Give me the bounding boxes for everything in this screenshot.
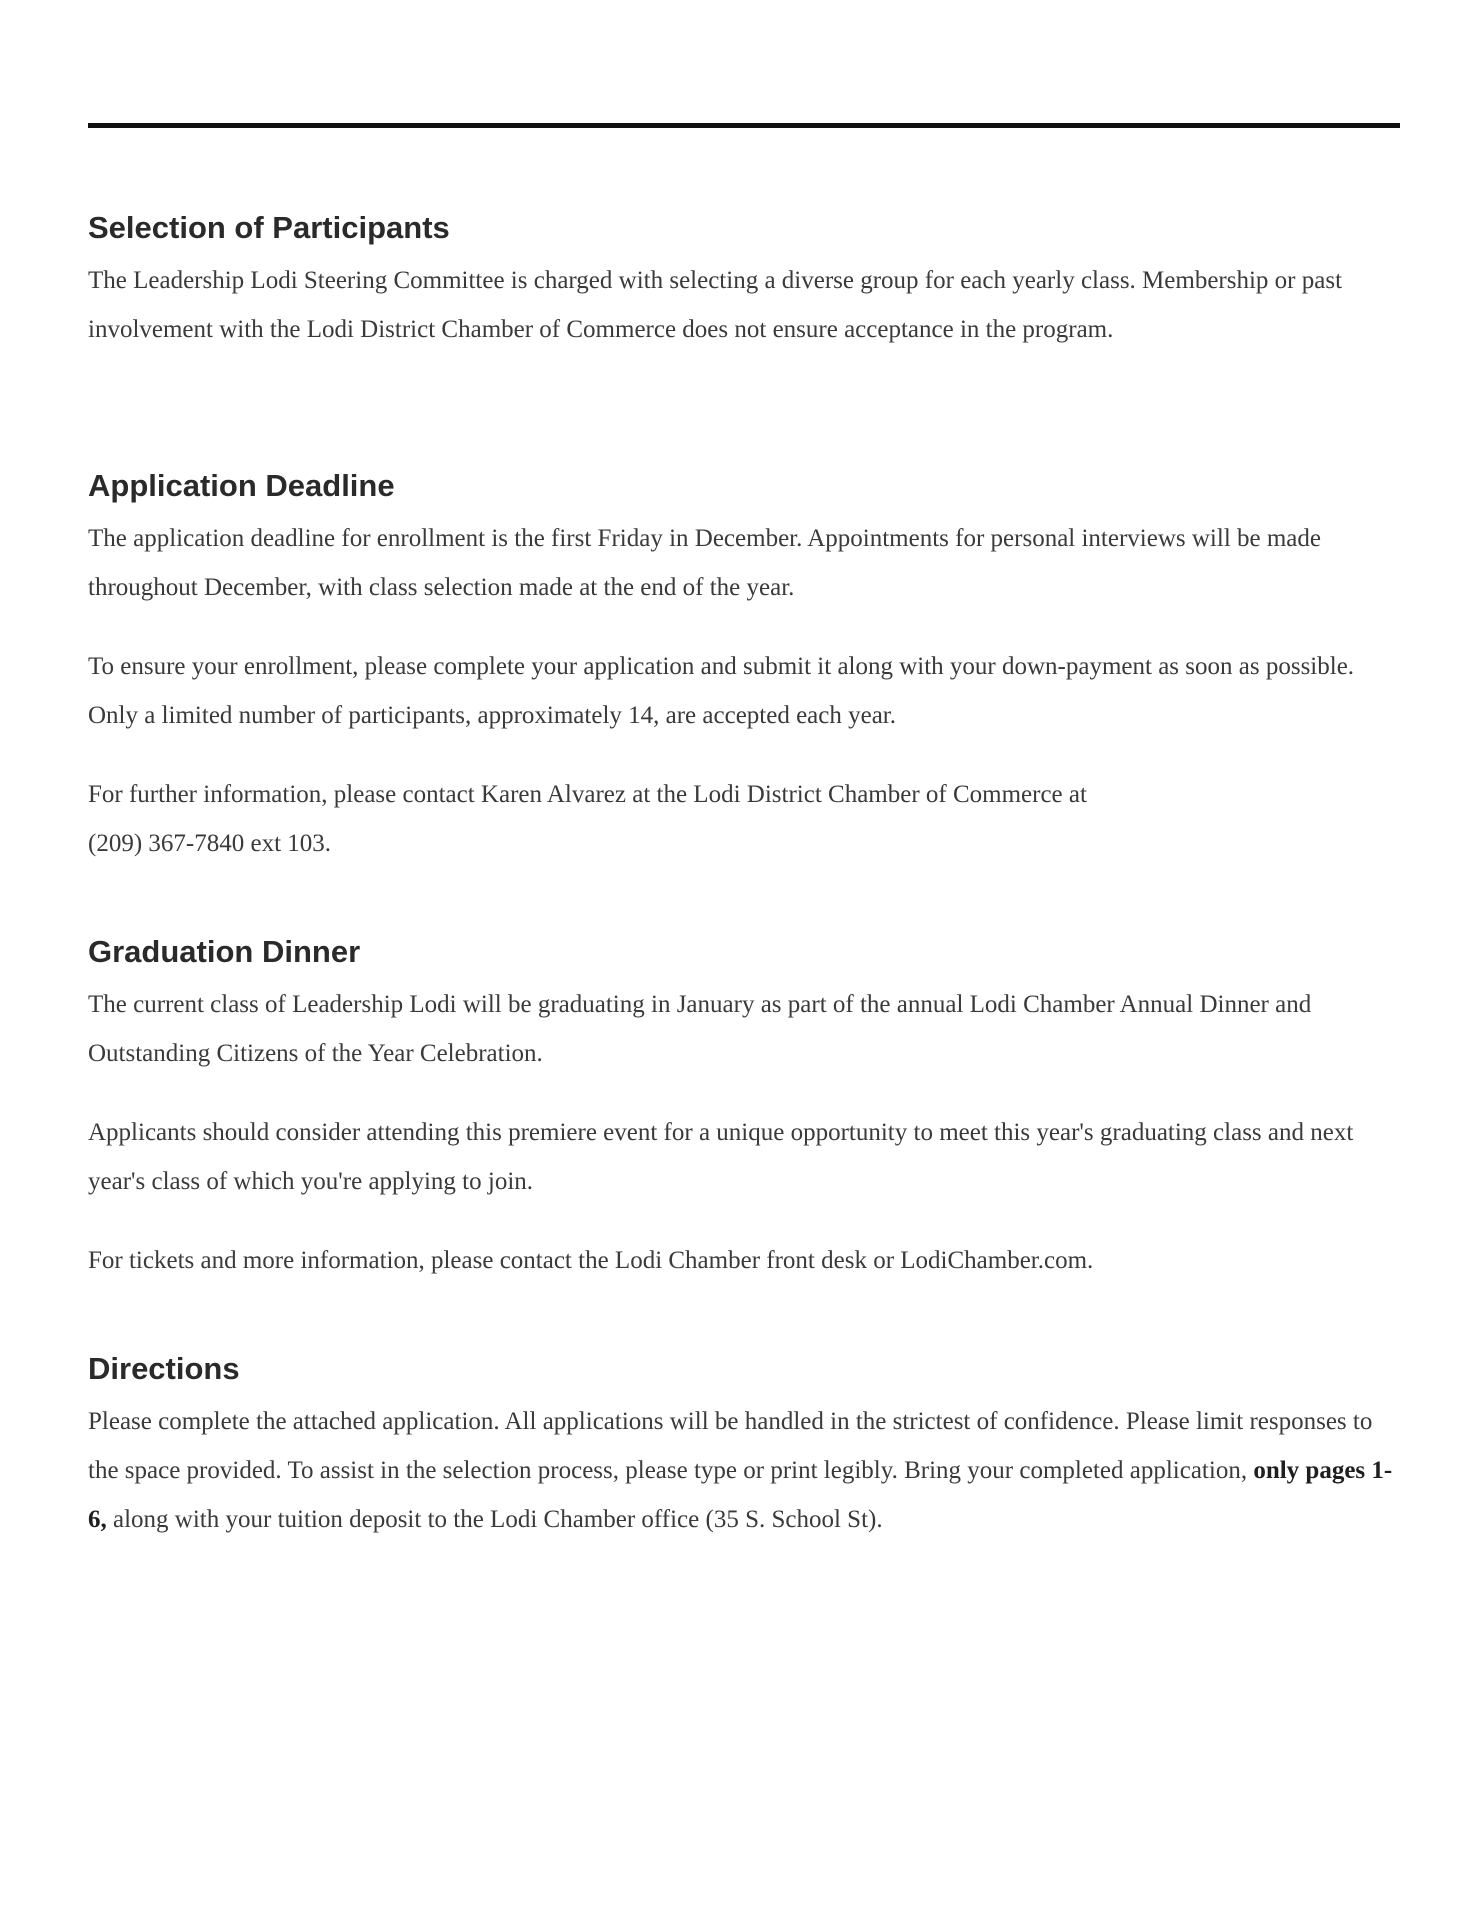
paragraph: Applicants should consider attending this premiere event for a unique opportunity to meet this year's graduating class and next year's class of which you're applying to join. (88, 1119, 1354, 1195)
top-divider-rule (88, 123, 1400, 128)
section-heading: Selection of Participants (88, 210, 450, 245)
paragraph: The current class of Leadership Lodi will be graduating in January as part of the annual Lodi Chamber Annual Dinner and Outstanding Citizens of the Year Celebration. (88, 991, 1312, 1067)
section-heading: Graduation Dinner (88, 934, 361, 969)
section-heading: Directions (88, 1351, 240, 1386)
section-application-deadline (88, 466, 1408, 868)
directions-emphasis: only pages 1-6, (88, 1457, 1393, 1533)
paragraph-directions (88, 1397, 1408, 1544)
paragraph: The Leadership Lodi Steering Committee is charged with selecting a diverse group for each yearly class. Membership or past involvement with the Lodi District Chamber of Commerce does not ensure acceptance in the program. (88, 267, 1343, 343)
paragraph: For tickets and more information, please contact the Lodi Chamber front desk or LodiChamber.com. (88, 1247, 1094, 1274)
section-graduation-dinner (88, 932, 1408, 1285)
contact-phone: (209) 367-7840 ext 103. (88, 830, 332, 857)
section-heading: Application Deadline (88, 468, 395, 503)
section-directions (88, 1349, 1408, 1544)
directions-text-end: along with your tuition deposit to the Lodi Chamber office (35 S. School St). (106, 1506, 883, 1533)
paragraph-contact (88, 770, 1408, 868)
paragraph: To ensure your enrollment, please complete your application and submit it along with your down-payment as soon as possible. Only a limited number of participants, approximately 14, are accepted each year. (88, 653, 1355, 729)
contact-text: For further information, please contact Karen Alvarez at the Lodi District Chamber of Commerce at (88, 781, 1087, 808)
section-selection-of-participants (88, 208, 1408, 354)
directions-text: Please complete the attached application. All applications will be handled in the strictest of confidence. Please limit responses to the space provided. To assist in the selection process, please type or print legibly. Bring your completed application, (88, 1408, 1373, 1484)
paragraph: The application deadline for enrollment is the first Friday in December. Appointments for personal interviews will be made throughout December, with class selection made at the end of the year. (88, 525, 1321, 601)
